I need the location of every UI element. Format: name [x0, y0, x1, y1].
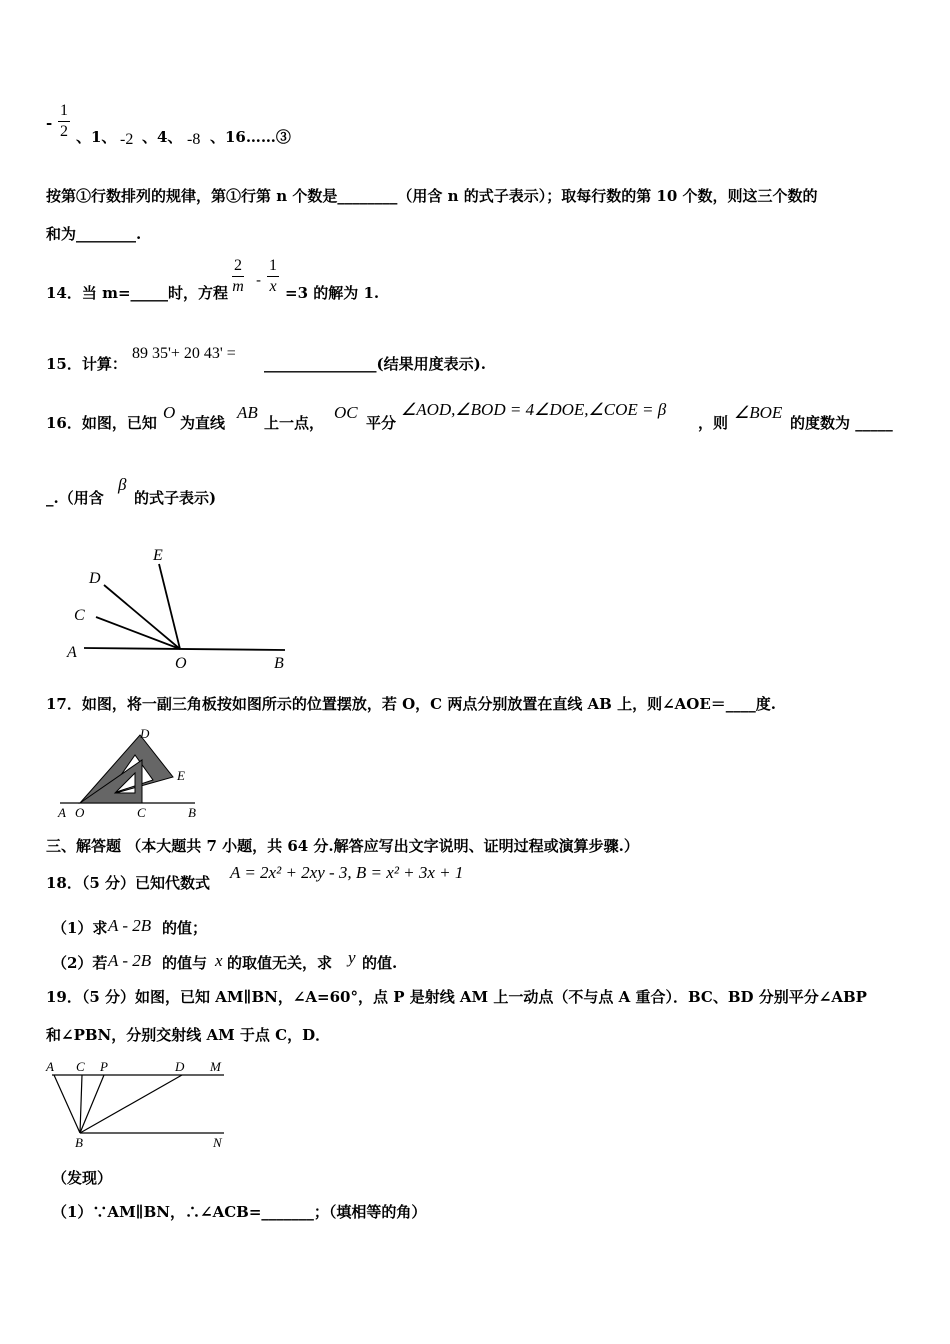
- q16-text-2: 上一点，: [264, 414, 325, 432]
- frac-denominator: x: [269, 278, 277, 295]
- segment-bp: [80, 1075, 104, 1133]
- q15-prefix: 15．计算：: [46, 355, 127, 373]
- q18-prefix: 18．（5 分）已知代数式: [46, 874, 211, 892]
- ray-oc: [96, 617, 180, 649]
- figure-16: [60, 540, 300, 675]
- label-c: C: [74, 607, 85, 624]
- q17-text: 17．如图，将一副三角板按如图所示的位置摆放，若 O，C 两点分别放置在直线 AB 上，则∠AOE＝____度.: [46, 695, 777, 713]
- label-e: E: [177, 768, 185, 783]
- q16-text-4: ，则: [698, 414, 729, 432]
- q16-ray-oc: OC: [334, 403, 358, 422]
- seq-minus: -: [46, 114, 53, 132]
- q14-minus: -: [256, 271, 262, 289]
- q19-part1: （1）∵AM∥BN，∴∠ACB=_______；（填相等的角）: [52, 1203, 427, 1221]
- q16-text-5: 的度数为 _____: [790, 414, 893, 432]
- q18-expression: A = 2x² + 2xy - 3, B = x² + 3x + 1: [230, 863, 464, 882]
- q18-part2-x: x: [215, 951, 223, 970]
- triangle-board-small: [80, 760, 142, 803]
- q16-prefix: 16．如图，已知: [46, 414, 157, 432]
- label-a: A: [58, 805, 66, 820]
- label-d: D: [89, 570, 101, 587]
- q16-point-o: O: [163, 403, 176, 422]
- q18-part1-a: （1）求: [52, 919, 108, 937]
- label-d: D: [175, 1059, 185, 1074]
- seq-rest-b: 、4、: [142, 128, 183, 146]
- label-c: C: [76, 1059, 85, 1074]
- q19-line2: 和∠PBN，分别交射线 AM 于点 C，D．: [46, 1026, 331, 1044]
- q15-expression: 89 35'+ 20 43' =: [132, 345, 236, 362]
- seq-rest-a: 、1、: [76, 128, 117, 146]
- q16-line2-a: _.（用含: [46, 489, 104, 507]
- q19-discover-heading: （发现）: [52, 1169, 113, 1187]
- q18-part1-b: 的值；: [162, 919, 208, 937]
- q14-fraction-1: [232, 256, 244, 297]
- q16-angle-boe: ∠BOE: [734, 403, 783, 422]
- label-n: N: [213, 1135, 222, 1150]
- seq-fraction: [58, 101, 70, 142]
- q15-suffix: _______________(结果用度表示).: [264, 355, 486, 373]
- segment-bc: [80, 1075, 82, 1133]
- q16-expression: ∠AOD,∠BOD = 4∠DOE,∠COE = β: [401, 400, 667, 419]
- label-p: P: [100, 1059, 108, 1074]
- q14-fraction-2: [267, 256, 279, 297]
- q16-text-1: 为直线: [180, 414, 226, 432]
- q16-line-ab: AB: [237, 403, 258, 422]
- q18-part2-b: 的值与: [162, 954, 208, 972]
- q14-suffix: =3 的解为 1.: [285, 284, 380, 302]
- label-o: O: [175, 655, 187, 672]
- label-b: B: [75, 1135, 83, 1150]
- q19-line1: 19．（5 分）如图，已知 AM∥BN，∠A=60°，点 P 是射线 AM 上一动点（不与点 A 重合）．BC、BD 分别平分∠ABP: [46, 988, 867, 1006]
- figure-19: [42, 1055, 242, 1153]
- q18-part2-y: y: [348, 948, 356, 967]
- frac-denominator: 2: [60, 123, 68, 140]
- q16-text-3: 平分: [366, 414, 397, 432]
- ray-od: [104, 585, 180, 649]
- label-e: E: [153, 547, 163, 564]
- figure-17: [55, 725, 215, 825]
- q18-part2-c: 的取值无关，求: [227, 954, 333, 972]
- seq-rest-c: 、16……③: [210, 128, 291, 146]
- label-b: B: [188, 805, 196, 820]
- section-3-heading: 三、解答题 （本大题共 7 小题，共 64 分.解答应写出文字说明、证明过程或演算步骤.）: [46, 837, 639, 855]
- frac-numerator: 1: [58, 101, 70, 122]
- segment-ab: [54, 1075, 80, 1133]
- line-ab: [84, 648, 285, 650]
- q13-line1: 按第①行数排列的规律，第①行第 n 个数是________（用含 n 的式子表示）；取每行数的第 10 个数，则这三个数的: [46, 187, 818, 205]
- label-d: D: [140, 726, 150, 741]
- segment-bd: [80, 1075, 182, 1133]
- q18-part2-expr: A - 2B: [108, 951, 152, 970]
- frac-numerator: 1: [267, 256, 279, 277]
- label-c: C: [137, 805, 146, 820]
- label-a: A: [46, 1059, 54, 1074]
- q16-line2-b: 的式子表示): [134, 489, 217, 507]
- seq-neg8: -8: [187, 131, 201, 148]
- q14-prefix: 14．当 m=_____时，方程: [46, 284, 229, 302]
- q16-beta: β: [118, 475, 127, 494]
- label-m: M: [210, 1059, 221, 1074]
- q18-part2-a: （2）若: [52, 954, 108, 972]
- label-a: A: [67, 644, 77, 661]
- q18-part2-d: 的值.: [362, 954, 398, 972]
- label-o: O: [75, 805, 85, 820]
- frac-numerator: 2: [232, 256, 244, 277]
- frac-denominator: m: [232, 278, 244, 295]
- q13-line2: 和为________.: [46, 225, 142, 243]
- label-b: B: [274, 655, 284, 672]
- q18-part1-expr: A - 2B: [108, 916, 152, 935]
- seq-neg2: -2: [120, 131, 134, 148]
- ray-oe: [159, 564, 180, 649]
